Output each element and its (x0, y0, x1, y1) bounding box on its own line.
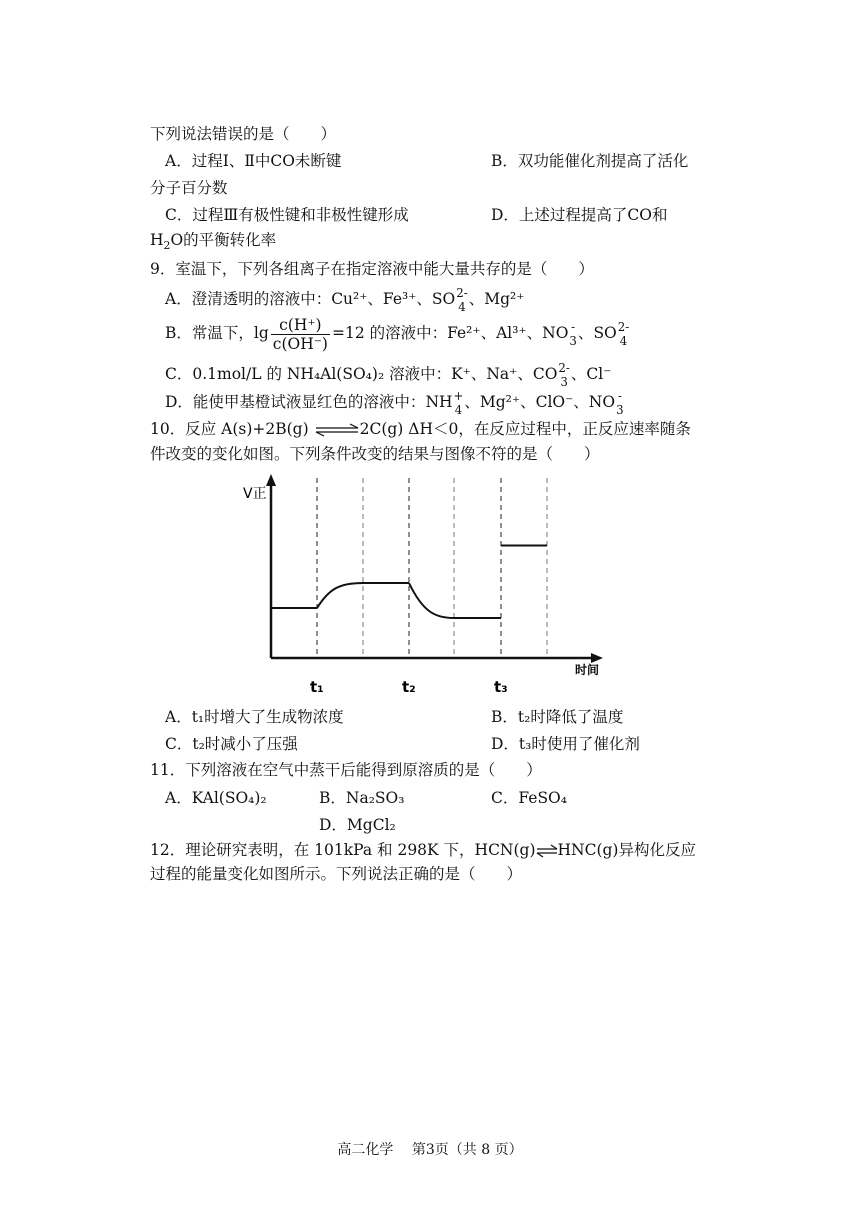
q8-option-c: C．过程Ⅲ有极性键和非极性键形成 (165, 206, 409, 224)
q9-option-b: B．常温下，lg $\frac{c(H^+)}{c(OH^-)}$ =12 的溶液中：Fe²⁺、Al³⁺、NO - 3 、SO 2- 4 (165, 315, 630, 353)
tick-label: t₃ (494, 678, 508, 696)
no3-ion: - 3 (569, 320, 577, 348)
q10-stem: 10．反应 A(s)+2B(g) 2C(g) ΔH＜0，在反应过程中，正反应速率随条 (150, 420, 691, 438)
q10-option-a: A．t₁时增大了生成物浓度 (165, 708, 344, 726)
q11-option-a: A．KAl(SO₄)₂ (165, 789, 267, 807)
tick-label: t₁ (310, 678, 324, 696)
equilibrium-arrow-icon (314, 423, 360, 437)
q9-option-d: D．能使甲基橙试液显红色的溶液中：NH + 4 、Mg²⁺、ClO⁻、NO - 3 (165, 389, 624, 417)
page-footer: 高二化学 第3页（共 8 页） (337, 1142, 523, 1158)
chart-ticks (310, 678, 508, 696)
q9-option-a: A．澄清透明的溶液中：Cu²⁺、Fe³⁺、SO 2- 4 、Mg²⁺ (165, 286, 525, 314)
series-segment-2 (317, 583, 363, 608)
q11-stem: 11．下列溶液在空气中蒸干后能得到原溶质的是（ ） (150, 761, 542, 779)
q8-stem: 下列说法错误的是（ ） (150, 125, 337, 143)
x-axis-label: 时间 (575, 663, 600, 677)
q8-option-b-cont: 分子百分数 (150, 179, 228, 197)
q8-option-b: B．双功能催化剂提高了活化 (491, 152, 689, 170)
so4-ion: 2- 4 (456, 286, 468, 314)
y-axis-arrow-icon (266, 474, 276, 486)
so4-ion-b: 2- 4 (617, 320, 630, 348)
series-segment-4 (409, 583, 454, 618)
q11-option-d: D．MgCl₂ (319, 816, 396, 834)
chart-grid (317, 478, 547, 658)
y-axis-label: V正 (243, 486, 267, 502)
q8-option-a: A．过程Ⅰ、Ⅱ中CO未断键 (165, 152, 342, 170)
q10-option-d: D．t₃时使用了催化剂 (491, 735, 640, 753)
q11-option-b: B．Na₂SO₃ (319, 789, 405, 807)
q10-option-c: C．t₂时减小了压强 (165, 735, 298, 753)
tick-label: t₂ (402, 678, 416, 696)
concentration-fraction: $\frac{c(H^+)}{c(OH^-)}$ (272, 315, 328, 353)
q8-option-d: D．上述过程提高了CO和 (491, 206, 668, 224)
q10-option-b: B．t₂时降低了温度 (491, 708, 624, 726)
reversible-arrow-icon (536, 844, 558, 858)
co3-ion: 2- 3 (558, 361, 570, 389)
rate-time-chart (225, 470, 615, 700)
q10-stem-line2: 件改变的变化如图。下列条件改变的结果与图像不符的是（ ） (150, 445, 600, 463)
q12-stem: 12．理论研究表明，在 101kPa 和 298K 下，HCN(g) HNC(g)异构化反应 (150, 841, 696, 859)
q9-stem: 9．室温下，下列各组离子在指定溶液中能大量共存的是（ ） (150, 260, 594, 278)
nh4-ion: + 4 (453, 389, 464, 417)
q11-option-c: C．FeSO₄ (491, 789, 567, 807)
q9-option-c: C．0.1mol/L 的 NH₄Al(SO₄)₂ 溶液中：K⁺、Na⁺、CO 2- 3 、Cl⁻ (165, 361, 612, 389)
x-axis-arrow-icon (591, 653, 603, 663)
q12-stem-line2: 过程的能量变化如图所示。下列说法正确的是（ ） (150, 865, 523, 883)
q8-option-d-cont: $H_2O$的平衡转化率 (150, 231, 277, 253)
no3-ion-d: - 3 (616, 389, 624, 417)
